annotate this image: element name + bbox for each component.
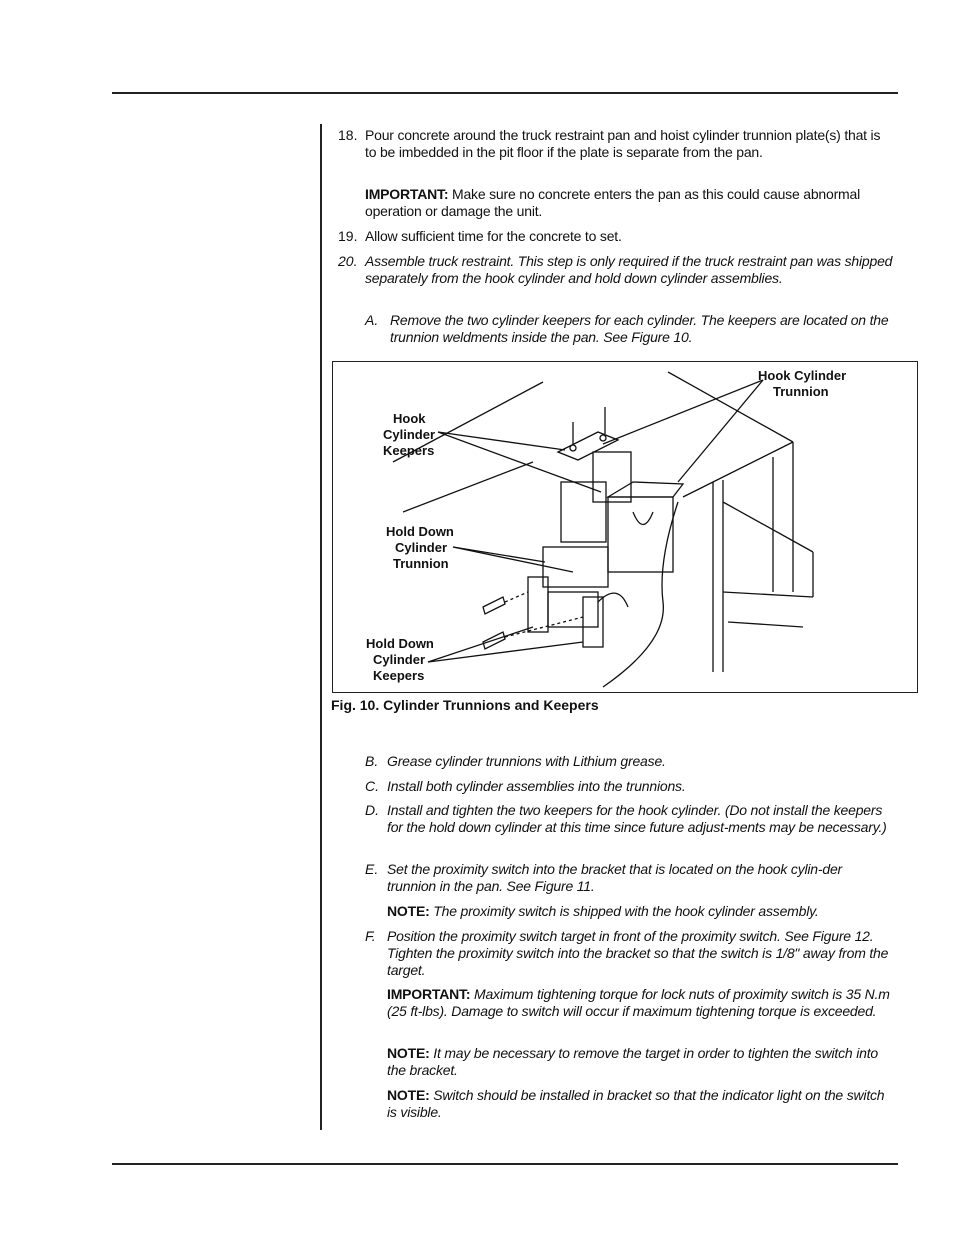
figure-caption: Fig. 10. Cylinder Trunnions and Keepers bbox=[331, 697, 599, 713]
note-text: Switch should be installed in bracket so that the indicator light on the switch is visible. bbox=[387, 1087, 885, 1120]
important-label: IMPORTANT: bbox=[365, 186, 449, 202]
substep-c-text: Install both cylinder assemblies into the trunnions. bbox=[387, 778, 686, 794]
header-rule bbox=[112, 92, 898, 94]
substep-b-number: B. bbox=[365, 753, 379, 769]
substep-f-note-1 bbox=[387, 1045, 892, 1079]
important-text: Maximum tightening torque for lock nuts of proximity switch is 35 N.m (25 ft-lbs). Damage to switch will occur if maximum tightening torque is exceeded. bbox=[387, 986, 890, 1019]
label-hook-keepers-2: Cylinder bbox=[383, 427, 436, 442]
substep-b-text: Grease cylinder trunnions with Lithium grease. bbox=[387, 753, 666, 769]
note-text: It may be necessary to remove the target in order to tighten the switch into the bracket. bbox=[387, 1045, 878, 1078]
step-18-important bbox=[365, 186, 895, 220]
substep-e-text: Set the proximity switch into the bracket that is located on the hook cylin-der trunnion in the pan. See Figure 11. bbox=[387, 861, 842, 894]
label-hold-trunnion: Hold Down bbox=[386, 524, 454, 539]
substep-f-number: F. bbox=[365, 928, 376, 944]
label-hold-keepers-3: Keepers bbox=[373, 668, 425, 683]
step-18-number: 18. bbox=[338, 127, 358, 143]
substep-d-number: D. bbox=[365, 802, 379, 818]
substep-f-text: Position the proximity switch target in front of the proximity switch. See Figure 12. Tighten the proximity switch into the bracket so that the switch is 1/8" away from the target. bbox=[387, 928, 889, 978]
substep-e-number: E. bbox=[365, 861, 379, 877]
label-hook-keepers-3: Keepers bbox=[383, 443, 435, 458]
label-hold-keepers-2: Cylinder bbox=[373, 652, 426, 667]
label-hold-trunnion-3: Trunnion bbox=[393, 556, 449, 571]
footer-rule bbox=[112, 1163, 898, 1165]
change-bar bbox=[320, 124, 322, 1130]
substep-d-text: Install and tighten the two keepers for the hook cylinder. (Do not install the keepers for the hold down cylinder at this time since future adjust-ments may be necessary.) bbox=[387, 802, 887, 835]
note-label: NOTE: bbox=[387, 1087, 430, 1103]
label-hold-trunnion-2: Cylinder bbox=[395, 540, 448, 555]
step-18-text: Pour concrete around the truck restraint pan and hoist cylinder trunnion plate(s) that is to be imbedded in the pit floor if the plate is separate from the pan. bbox=[365, 127, 881, 160]
substep-c-number: C. bbox=[365, 778, 379, 794]
substep-f-note-2 bbox=[387, 1087, 892, 1121]
step-20-text: Assemble truck restraint. This step is only required if the truck restraint pan was shipped separately from the hook cylinder and hold down cylinder assemblies. bbox=[365, 253, 893, 286]
label-hook-trunnion: Hook Cylinder bbox=[758, 368, 847, 383]
figure-10 bbox=[332, 361, 918, 693]
label-hold-keepers: Hold Down bbox=[366, 636, 434, 651]
substep-e-note bbox=[387, 903, 892, 920]
important-text: Make sure no concrete enters the pan as this could cause abnormal operation or damage the unit. bbox=[365, 186, 861, 219]
important-label: IMPORTANT: bbox=[387, 986, 471, 1002]
substep-f-important bbox=[387, 986, 892, 1020]
step-19-number: 19. bbox=[338, 228, 358, 244]
note-label: NOTE: bbox=[387, 903, 430, 919]
label-hook-keepers: Hook bbox=[393, 411, 426, 426]
substep-a-number: A. bbox=[365, 312, 379, 328]
note-label: NOTE: bbox=[387, 1045, 430, 1061]
label-hook-trunnion-2: Trunnion bbox=[773, 384, 829, 399]
step-19-text: Allow sufficient time for the concrete to set. bbox=[365, 228, 622, 244]
substep-a-text: Remove the two cylinder keepers for each cylinder. The keepers are located on the trunnion weldments inside the pan. See Figure 10. bbox=[390, 312, 889, 345]
note-text: The proximity switch is shipped with the hook cylinder assembly. bbox=[433, 903, 819, 919]
step-20-number: 20. bbox=[338, 253, 358, 269]
